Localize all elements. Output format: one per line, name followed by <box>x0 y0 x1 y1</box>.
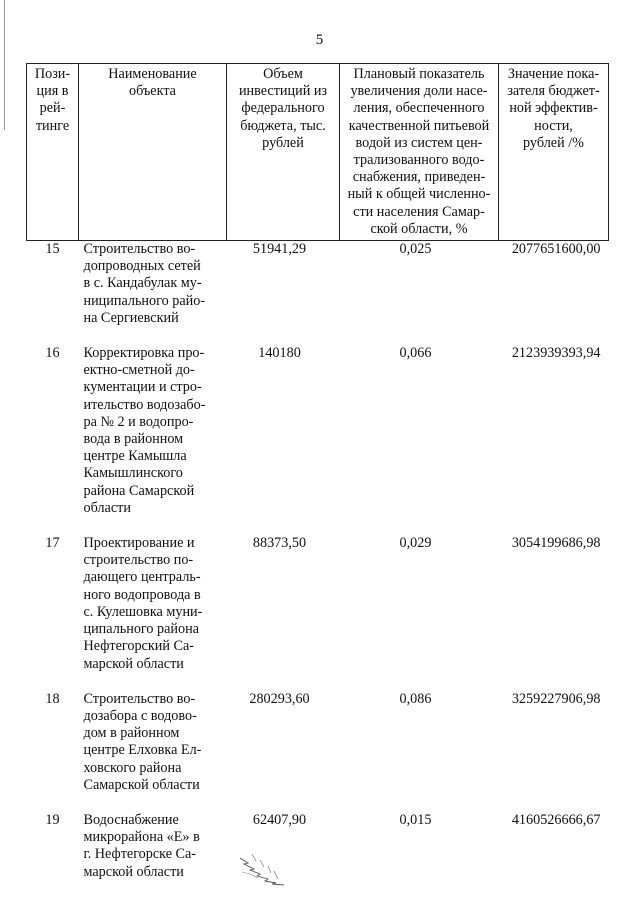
cell-investment: 51941,29 <box>252 241 307 258</box>
page-number: 5 <box>315 32 324 48</box>
header-position: Пози- ция в рей- тинге <box>27 64 79 241</box>
cell-efficiency: 3259227906,98 <box>511 690 601 707</box>
cell-indicator: 0,025 <box>399 241 432 258</box>
cell-investment: 88373,50 <box>252 535 307 552</box>
header-efficiency: Значение пока- зателя бюджет- ной эффектив- ности, рублей /% <box>499 64 609 241</box>
cell-name: Проектирование и строительство по- дающего централь- ного водопровода в с. Кулешовка муни- ципального района Нефтегорский Са- марской области <box>83 535 203 672</box>
cell-efficiency: 3054199686,98 <box>511 535 601 552</box>
table-header-row <box>27 64 609 241</box>
cell-efficiency: 2077651600,00 <box>511 241 601 258</box>
cell-efficiency: 2123939393,94 <box>511 345 601 362</box>
rating-table <box>26 63 609 881</box>
table-row <box>27 241 609 346</box>
cell-name: Строительство во- дозабора с водово- дом в районном центре Елховка Ел- ховского района Самарской области <box>83 690 202 793</box>
table-row <box>27 691 609 812</box>
cell-name: Водоснабжение микрорайона «Е» в г. Нефтегорске Са- марской области <box>83 811 200 880</box>
table-body <box>27 241 609 881</box>
cell-investment: 140180 <box>258 345 301 362</box>
cell-position: 18 <box>45 690 60 707</box>
signature <box>238 852 288 888</box>
cell-position: 17 <box>45 535 60 552</box>
header-name: Наименование объекта <box>79 64 227 241</box>
cell-position: 16 <box>45 345 60 362</box>
cell-indicator: 0,029 <box>399 535 432 552</box>
cell-name: Строительство во- допроводных сетей в с. Кандабулак му- ниципального райо- на Сергиевский <box>83 241 206 326</box>
header-indicator: Плановый показатель увеличения доли насе- ления, обеспеченного качественной питьевой водой из систем цен- трализованного водо- снабжения, приведен- ный к общей численно- сти населения Самар- ской области, % <box>340 64 499 241</box>
margin-line <box>4 0 5 130</box>
cell-investment: 62407,90 <box>252 811 307 828</box>
cell-indicator: 0,015 <box>399 811 432 828</box>
cell-efficiency: 4160526666,67 <box>511 811 601 828</box>
cell-indicator: 0,066 <box>399 345 432 362</box>
cell-indicator: 0,086 <box>399 690 432 707</box>
cell-investment: 280293,60 <box>249 690 310 707</box>
cell-position: 15 <box>45 241 60 258</box>
table-row <box>27 812 609 881</box>
table-row <box>27 535 609 691</box>
header-investment: Объем инвестиций из федерального бюджета, тыс. рублей <box>227 64 340 241</box>
cell-position: 19 <box>45 811 60 828</box>
table-row <box>27 345 609 535</box>
cell-name: Корректировка про- ектно-сметной до- кументации и стро- ительство водозабо- ра № 2 и водопро- вода в районном центре Камышла Камышлинского района Самарской области <box>83 345 206 516</box>
